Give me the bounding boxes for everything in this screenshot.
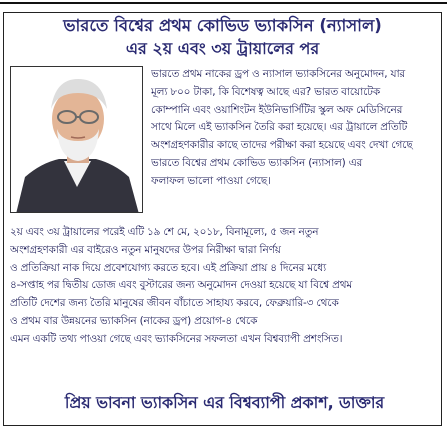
intro-line: ভারতে বিশ্বের প্রথম কোভিড ভ্যাকসিন (ন্যাসাল) এর (151, 156, 363, 169)
article-intro (151, 66, 434, 191)
headline-line-2: এর ২য় এবং ৩য় ট্রায়ালের পর (125, 39, 320, 58)
body-line: ৪-সপ্তাহ পর দ্বিতীয় ডোজ এবং বুস্টারের জন্য অনুমোদন দেওয়া হয়েছে যা বিশ্বে প্রথম (10, 279, 352, 292)
body-line: ২য় এবং ৩য় ট্রায়ালের পরেই এটি ১৯ শে মে, ২০১৮, বিনামূল্যে, ৫ জন নতুন (10, 226, 319, 238)
intro-line: অংশগ্রহণকারীর কাছে তাদের পরীক্ষা করা হয়েছে এবং দেখা গেছে (151, 139, 413, 152)
body-line: অংশগ্রহণকারী এর বাইরেও নতুন মানুষদের উপর নিরীক্ষা দ্বারা নির্ণয় (10, 243, 281, 256)
intro-line: ফলাফল ভালো পাওয়া গেছে। (151, 174, 271, 187)
top-rule (0, 2, 447, 4)
body-line: ও প্রথম বার উন্নয়নের ভ্যাকসিন (নাকের ড্রপ) প্রয়োগ-৪ থেকে (10, 314, 258, 327)
intro-line: মূল্য ৮০০ টাকা, কি বিশেষত্ব আছে এর? ভারত বায়োটেক (151, 85, 380, 98)
portrait-photo (10, 66, 143, 213)
article-headline (6, 16, 439, 59)
body-line: ও প্রতিক্রিয়া নাক দিয়ে প্রবেশযোগ্য করতে হবে। এই প্রক্রিয়া প্রায় ৪ দিনের মধ্যে (10, 261, 326, 274)
intro-line: কোম্পানি এবং ওয়াশিংটন ইউনিভার্সিটির স্কুল অফ মেডিসিনের (151, 103, 403, 116)
body-line: প্রতিটি দেশের জন্য তৈরি মানুষের জীবন বাঁচাতে সাহায্য করবে, ফেব্রুয়ারি-৩ থেকে (10, 297, 339, 310)
article-body (10, 224, 437, 349)
article-footer: প্রিয় ভাবনা ভ্যাকসিন এর বিশ্বব্যাপী প্রকাশ, ডাক্তার (64, 393, 385, 412)
body-line: এমন একটি তথ্য পাওয়া গেছে এবং ভ্যাকসিনের সফলতা এখন বিশ্বব্যাপী প্রশংসিত। (10, 332, 343, 345)
portrait-figure (11, 67, 143, 213)
intro-line: সাথে মিলে এই ভ্যাকসিন তৈরি করা হয়েছে। এর ট্রায়ালে প্রতিটি (151, 121, 408, 134)
headline-line-1: ভারতে বিশ্বের প্রথম কোভিড ভ্যাকসিন (ন্যাসাল) (63, 16, 382, 35)
intro-line: ভারতে প্রথম নাকের ড্রপ ও ন্যাসাল ভ্যাকসিনের অনুমোদন, যার (151, 68, 405, 80)
